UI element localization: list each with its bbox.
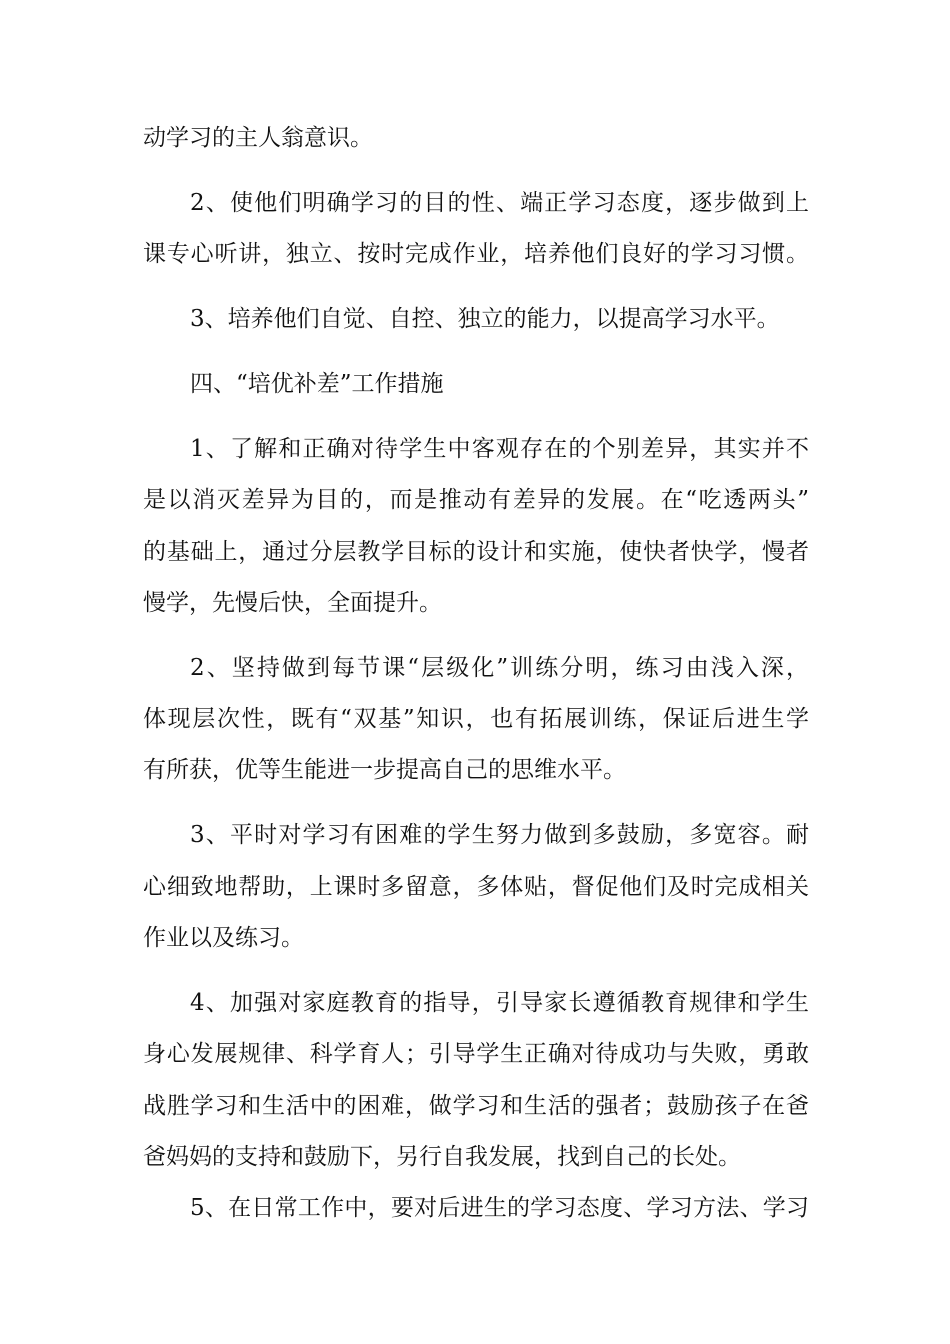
paragraph-line: 体现层次性，既有“双基”知识，也有拓展训练，保证后进生学 <box>143 706 809 732</box>
paragraph-line: 慢学，先慢后快，全面提升。 <box>143 590 442 616</box>
paragraph-line: 5、在日常工作中，要对后进生的学习态度、学习方法、学习 <box>190 1195 809 1221</box>
paragraph-line: 2、使他们明确学习的目的性、端正学习态度，逐步做到上 <box>190 190 809 216</box>
paragraph-line: 爸妈妈的支持和鼓励下，另行自我发展，找到自己的长处。 <box>143 1144 741 1170</box>
paragraph-line: 战胜学习和生活中的困难，做学习和生活的强者；鼓励孩子在爸 <box>143 1093 809 1119</box>
paragraph-line: 是以消灭差异为目的，而是推动有差异的发展。在“吃透两头” <box>143 487 809 513</box>
paragraph-line: 3、平时对学习有困难的学生努力做到多鼓励，多宽容。耐 <box>190 822 809 848</box>
paragraph-line: 1、了解和正确对待学生中客观存在的个别差异，其实并不 <box>190 436 809 462</box>
section-heading: 四、“培优补差”工作措施 <box>190 371 444 397</box>
paragraph-line: 身心发展规律、科学育人；引导学生正确对待成功与失败，勇敢 <box>143 1041 809 1067</box>
paragraph-line: 动学习的主人翁意识。 <box>143 125 373 151</box>
paragraph-line: 2、坚持做到每节课“层级化”训练分明，练习由浅入深， <box>190 655 809 681</box>
paragraph-line: 心细致地帮助，上课时多留意，多体贴，督促他们及时完成相关 <box>143 874 809 900</box>
paragraph-line: 作业以及练习。 <box>143 925 304 951</box>
paragraph-line: 4、加强对家庭教育的指导，引导家长遵循教育规律和学生 <box>190 990 809 1016</box>
paragraph-line: 有所获，优等生能进一步提高自己的思维水平。 <box>143 757 626 783</box>
paragraph-line: 课专心听讲，独立、按时完成作业，培养他们良好的学习习惯。 <box>143 241 809 267</box>
paragraph-line: 的基础上，通过分层教学目标的设计和实施，使快者快学，慢者 <box>143 539 809 565</box>
paragraph-line: 3、培养他们自觉、自控、独立的能力，以提高学习水平。 <box>190 306 780 332</box>
